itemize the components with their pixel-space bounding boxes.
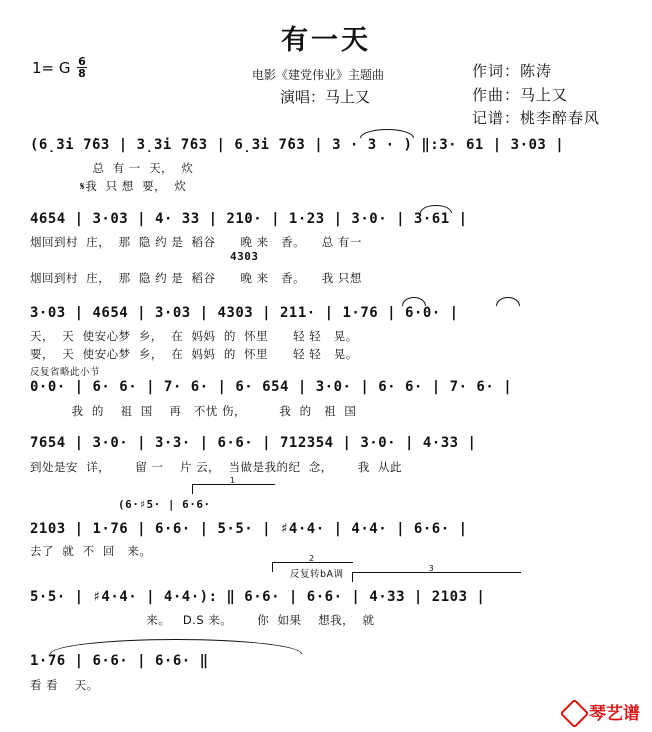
lyricist: 作词：陈涛 (472, 62, 553, 80)
score-line-4 (30, 378, 620, 403)
long-slur (50, 639, 302, 654)
lyric-row-2a: 烟回到村 庄， 那 隐 约 是 稻谷 晚 来 香。 总 有一 (30, 235, 362, 249)
notes-row-1: (6̣3i 7̇63 | 3̣3i 7̇63 | 6̣3i 7̇63 | 3 · 3 · ) ‖:3· 61 | 3·03 | (30, 137, 565, 153)
notes-row-3: 3·03 | 4654 | 3·03 | 4303 | 211· | 1·76 | 6·0· | (30, 305, 459, 321)
notes-row-7: 5·5· | ♯4·4· | 4·4·): ‖ 6·6· | 6·6· | 4·33 | 2103 | (30, 589, 486, 605)
time-sig-bottom: 8 (78, 67, 86, 80)
logo-text: 琴艺谱 (589, 703, 640, 724)
lyric-row-8: 看 看 天。 (30, 678, 99, 692)
lyric-row-3a: 天， 天 使安心梦 乡， 在 妈妈 的 怀里 轻 轻 晃。 (30, 329, 358, 343)
transcriber: 记谱：桃李醉春风 (472, 109, 601, 127)
alt-notes: 4303 (230, 250, 259, 263)
alt-notes-row-6: (6·♯5· | 6·6· (118, 498, 211, 511)
score-line-6 (30, 520, 620, 545)
slur (496, 297, 520, 306)
slur (420, 205, 452, 213)
notes-row-4: 0·0· | 6· 6· | 7· 6· | 6· 654 | 3·0· | 6· 6· | 7· 6· | (30, 379, 513, 395)
lyric-row-1a: 总 有 一 天， 炊 (30, 161, 194, 175)
score-line-8 (30, 652, 620, 677)
key-change-note: 反复转bA调 (290, 569, 344, 580)
time-sig-top: 6 (78, 55, 86, 68)
slur (402, 297, 426, 306)
score-line-2 (30, 210, 620, 235)
score-line-3 (30, 304, 620, 329)
notes-row-6: 2103 | 1·76 | 6·6· | 5·5· | ♯4·4· | 4·4· | 6·6· | (30, 521, 468, 537)
slur (360, 129, 414, 138)
repeat-note: 反复省略此小节 (30, 367, 101, 378)
notes-row-2: 4654 | 3·03 | 4· 33 | 210· | 1·23 | 3·0· | 3·61 | (30, 211, 468, 227)
score-line-7 (30, 588, 620, 613)
lyric-row-3b: 要， 天 使安心梦 乡， 在 妈妈 的 怀里 轻 轻 晃。 (30, 347, 358, 361)
lyric-row-5: 到处是安 详， 留 一 片 云， 当做是我的纪 念， 我 从此 (30, 460, 403, 474)
volta-1: 1 (192, 484, 275, 494)
volta-3: 3 (352, 572, 521, 582)
score-line-1 (30, 136, 620, 161)
logo-icon (560, 699, 590, 729)
key-signature: 1= G (32, 59, 71, 77)
lyric-row-4: 我 的 祖 国 再 不忧 伤， 我 的 祖 国 (30, 404, 357, 418)
site-logo (564, 699, 640, 725)
lyric-row-7: 来。 D.S 来。 你 如果 想我， 就 (30, 613, 375, 627)
notes-row-8: 1·76 | 6·6· | 6·6· ‖ (30, 653, 209, 669)
volta-2: 2 (272, 562, 353, 572)
singer: 演唱：马上又 (280, 88, 371, 106)
lyric-row-6: 去了 就 不 回 来。 (30, 544, 152, 558)
lyric-row-2b: 烟回到村 庄， 那 隐 约 是 稻谷 晚 来 香。 我 只想 (30, 271, 362, 285)
time-signature (77, 56, 87, 79)
notes-row-5: 7654 | 3·0· | 3·3· | 6·6· | 712354 | 3·0· | 4·33 | (30, 435, 477, 451)
song-title: 有一天 (281, 25, 371, 56)
score-line-5 (30, 434, 620, 459)
lyric-row-1b: 𝄋我 只 想 要， 炊 (30, 179, 187, 193)
subtitle: 电影《建党伟业》主题曲 (252, 68, 385, 82)
composer: 作曲：马上又 (472, 86, 569, 104)
